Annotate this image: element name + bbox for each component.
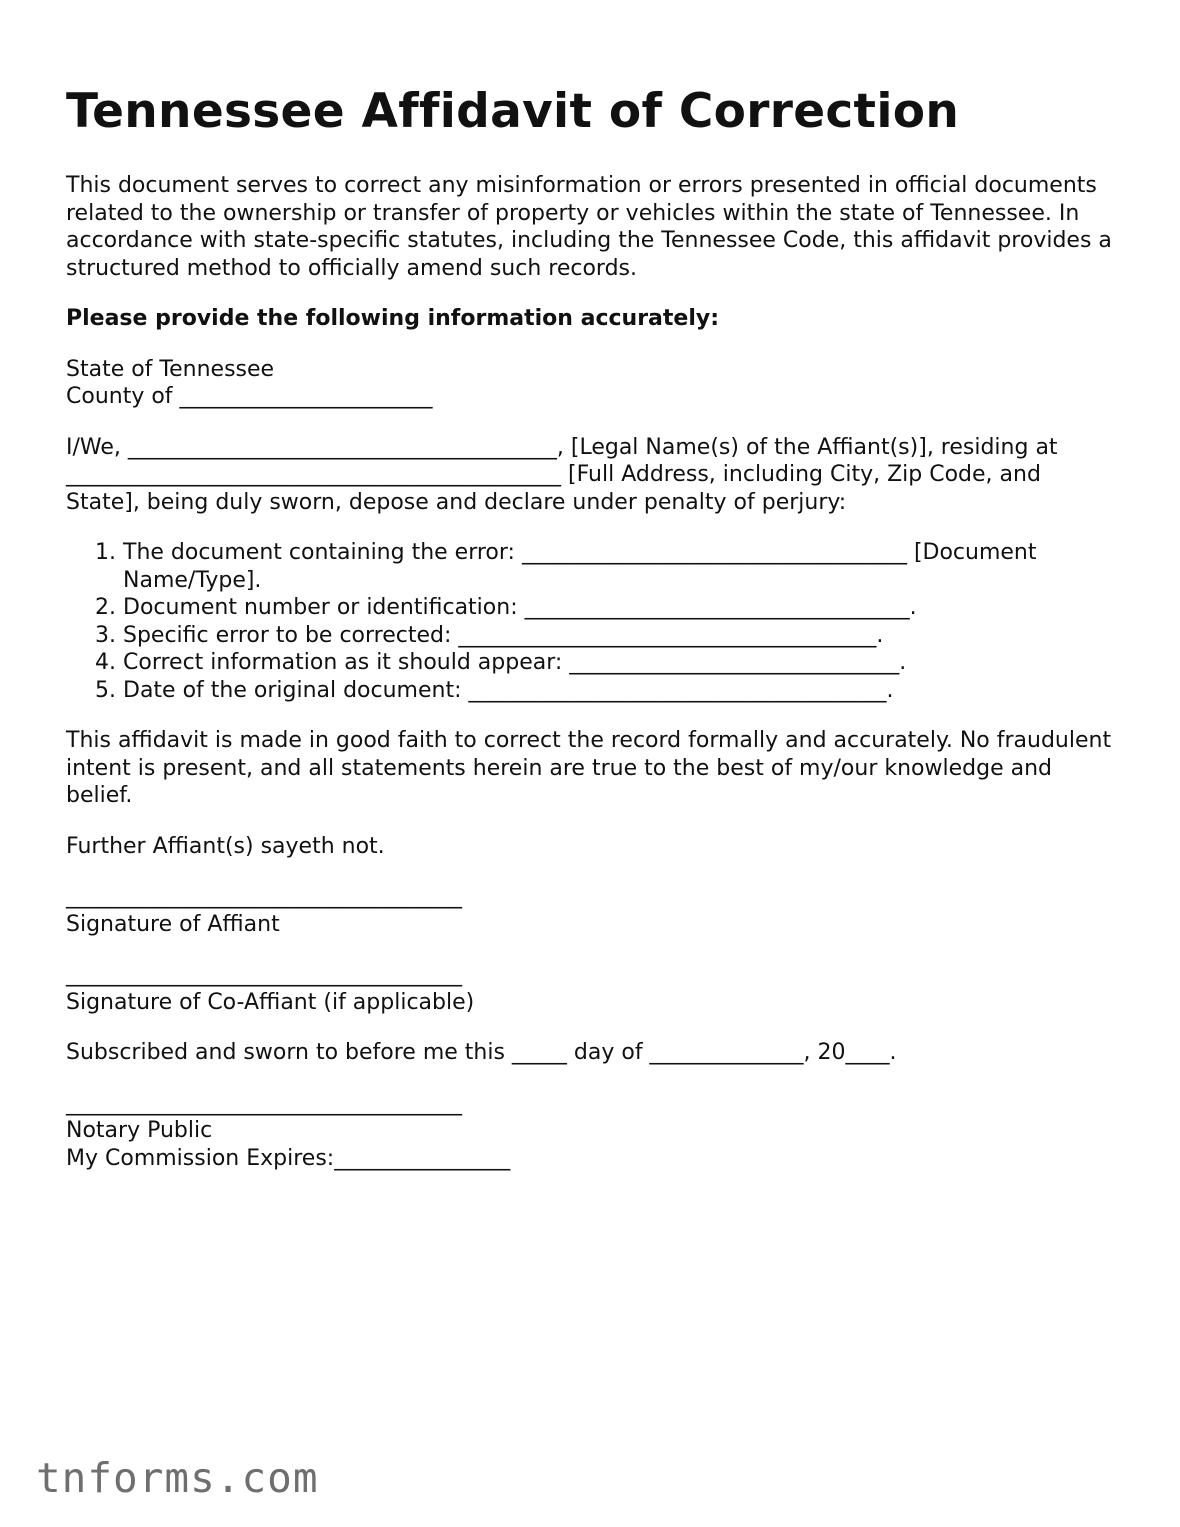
- coaffiant-signature-line: ____________________________________: [66, 962, 462, 987]
- correction-items-list: [66, 539, 1116, 704]
- commission-expires-line: My Commission Expires:________________: [66, 1145, 511, 1171]
- affiant-signature-block: [66, 883, 1116, 938]
- affiant-signature-label: Signature of Affiant: [66, 911, 280, 937]
- site-watermark: tnforms.com: [36, 1454, 319, 1502]
- notary-signature-line: ____________________________________: [66, 1090, 462, 1116]
- notary-label: Notary Public: [66, 1118, 213, 1143]
- document-page: [66, 80, 1116, 1172]
- affiant-signature-line: ____________________________________: [66, 884, 462, 909]
- page-title: Tennessee Affidavit of Correction: [66, 84, 960, 139]
- affiant-statement: I/We, _______________________________________, [Legal Name(s) of the Affiant(s)], residing at _____________________________________________ [Full Address, including City, Zip Code, and State], being duly sworn, depose and declare under penalty of perjury:: [66, 434, 1058, 515]
- list-item-document-type: 1. The document containing the error: ___________________________________ [Document Name/Type].: [123, 539, 1116, 594]
- notary-block: [66, 1090, 1116, 1173]
- good-faith-paragraph: This affidavit is made in good faith to correct the record formally and accurately. No fraudulent intent is present, and all statements herein are true to the best of my/our knowledge and belief.: [66, 728, 1112, 808]
- list-item-correct-information: 4. Correct information as it should appear: ______________________________.: [123, 649, 1116, 677]
- further-affiant-line: Further Affiant(s) sayeth not.: [66, 833, 385, 859]
- list-item-original-date: 5. Date of the original document: ______________________________________.: [123, 677, 1116, 705]
- list-item-document-number: 2. Document number or identification: ___________________________________.: [123, 594, 1116, 622]
- list-item-specific-error: 3. Specific error to be corrected: ______________________________________.: [123, 622, 1116, 650]
- coaffiant-signature-label: Signature of Co-Affiant (if applicable): [66, 989, 475, 1015]
- instructions-prompt: Please provide the following information accurately:: [66, 306, 720, 331]
- sworn-statement-line: Subscribed and sworn to before me this _____ day of ______________, 20____.: [66, 1040, 897, 1065]
- state-line: State of Tennessee: [66, 356, 275, 382]
- venue-block: [66, 356, 1116, 411]
- coaffiant-signature-block: [66, 961, 1116, 1016]
- intro-paragraph: This document serves to correct any misinformation or errors presented in official documents related to the ownership or transfer of property or vehicles within the state of Tennessee. In accordance with state-specific statutes, including the Tennessee Code, this affidavit provides a structured method to officially amend such records.: [66, 173, 1112, 281]
- county-line: County of _______________________: [66, 384, 433, 409]
